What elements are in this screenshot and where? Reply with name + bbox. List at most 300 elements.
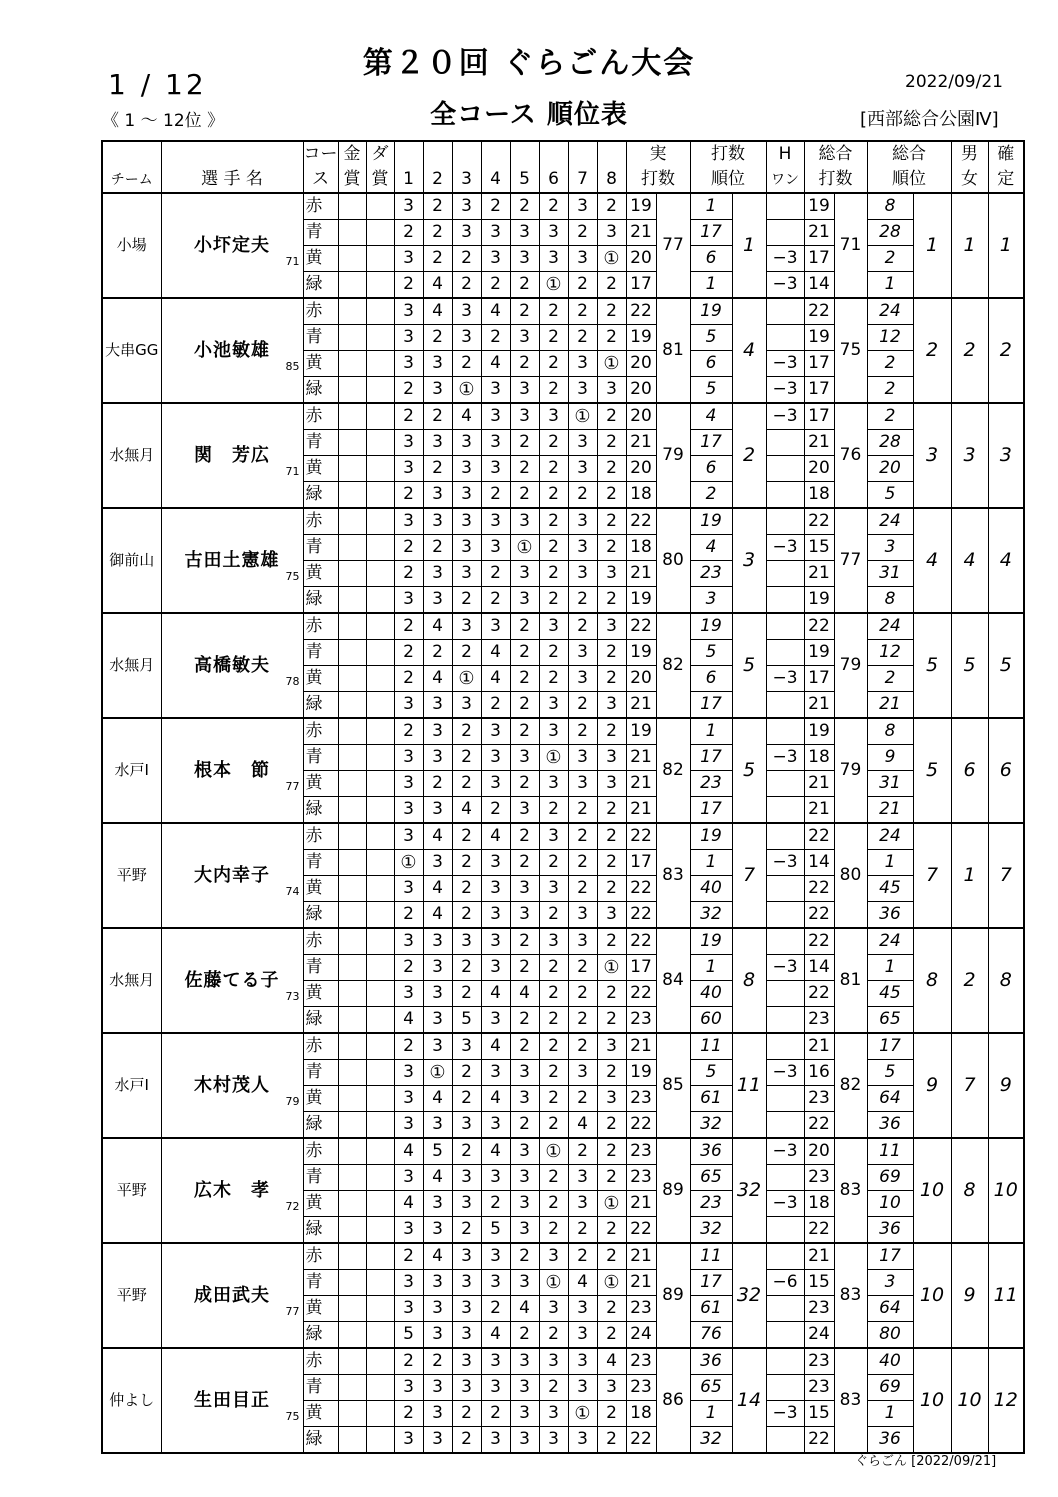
course-total-strokes: 23 [804, 1375, 834, 1401]
gold-award [338, 1165, 366, 1191]
final-rank: 2 [988, 298, 1024, 403]
hole-score: 2 [568, 718, 597, 745]
header-course: コー [303, 141, 338, 167]
hole-score: 2 [539, 351, 568, 377]
course-total-rank: 36 [867, 1112, 913, 1139]
hole-in-one-adjust [766, 1007, 804, 1034]
da-award [366, 797, 394, 824]
hole-score: 4 [481, 1322, 510, 1349]
course-total-strokes: 22 [804, 1112, 834, 1139]
hole-score: 2 [394, 482, 423, 509]
hole-score: 4 [597, 1348, 626, 1375]
course-rank: 61 [690, 1086, 732, 1112]
header-hole-5: 5 [510, 167, 539, 193]
course-total-strokes: 22 [804, 876, 834, 902]
course-total-rank: 40 [867, 1348, 913, 1375]
hole-score: 3 [394, 587, 423, 614]
hole-score: 2 [539, 1033, 568, 1060]
course-rank: 32 [690, 1427, 732, 1454]
course-total-strokes: 14 [804, 272, 834, 299]
hole-score: 3 [568, 1427, 597, 1454]
total-rank: 3 [913, 403, 951, 508]
gold-award [338, 1243, 366, 1270]
hole-score: 2 [481, 587, 510, 614]
hole-score: 3 [423, 955, 452, 981]
total-rank: 5 [913, 718, 951, 823]
da-award [366, 1270, 394, 1296]
hole-score: 2 [539, 456, 568, 482]
total-rank: 4 [913, 508, 951, 613]
team-name: 平野 [102, 823, 161, 928]
header-hole-4: 4 [481, 167, 510, 193]
hole-score: 3 [539, 1296, 568, 1322]
hole-score: 3 [423, 561, 452, 587]
course-strokes: 21 [626, 1033, 656, 1060]
course-total-rank: 69 [867, 1165, 913, 1191]
hole-in-one-adjust [766, 1296, 804, 1322]
course-rank: 17 [690, 692, 732, 719]
hole-score: 3 [423, 1375, 452, 1401]
hole-score: 3 [510, 797, 539, 824]
course-total-strokes: 23 [804, 1086, 834, 1112]
da-award [366, 1375, 394, 1401]
hole-in-one-adjust [766, 613, 804, 640]
hole-score: 3 [452, 508, 481, 535]
da-award [366, 1165, 394, 1191]
hole-score: 3 [510, 1217, 539, 1244]
course-name: 青 [303, 640, 338, 666]
hole-score: 3 [394, 1060, 423, 1086]
gold-award [338, 1348, 366, 1375]
course-total-strokes: 21 [804, 692, 834, 719]
course-strokes: 19 [626, 193, 656, 220]
hole-score: 2 [597, 1138, 626, 1165]
hole-score: 2 [568, 876, 597, 902]
strokes-rank: 7 [732, 823, 766, 928]
course-strokes: 22 [626, 876, 656, 902]
hole-score: 3 [394, 1217, 423, 1244]
hole-score: 3 [510, 587, 539, 614]
da-award [366, 1191, 394, 1217]
course-rank: 17 [690, 430, 732, 456]
hole-score: 3 [510, 1165, 539, 1191]
player-handicap: 74 [285, 885, 300, 898]
course-rank: 65 [690, 1165, 732, 1191]
player-cell [161, 1243, 303, 1348]
course-strokes: 19 [626, 1060, 656, 1086]
team-name: 御前山 [102, 508, 161, 613]
gold-award [338, 797, 366, 824]
hole-score: 4 [423, 298, 452, 325]
hole-score: 2 [481, 1296, 510, 1322]
hole-in-one-adjust [766, 797, 804, 824]
hole-in-one-adjust: −3 [766, 351, 804, 377]
da-award [366, 745, 394, 771]
hole-score: 4 [394, 1138, 423, 1165]
hole-score: 3 [597, 613, 626, 640]
hole-score: 2 [423, 1348, 452, 1375]
course-name: 赤 [303, 508, 338, 535]
hole-score: 3 [481, 771, 510, 797]
hole-score: 2 [597, 325, 626, 351]
player-handicap: 85 [285, 360, 300, 373]
course-name: 黄 [303, 1296, 338, 1322]
hole-in-one-adjust: −3 [766, 1401, 804, 1427]
player-cell [161, 298, 303, 403]
team-name: 水無月 [102, 613, 161, 718]
da-award [366, 1296, 394, 1322]
hole-score: 2 [394, 666, 423, 692]
hole-score: 2 [539, 298, 568, 325]
table-row [102, 193, 1024, 220]
hole-score: 3 [597, 745, 626, 771]
hole-score: 2 [539, 587, 568, 614]
hole-score: 2 [568, 981, 597, 1007]
course-total-strokes: 19 [804, 640, 834, 666]
strokes-rank: 14 [732, 1348, 766, 1453]
hole-score: 3 [539, 718, 568, 745]
player-cell [161, 718, 303, 823]
course-name: 黄 [303, 771, 338, 797]
hole-score: 3 [568, 456, 597, 482]
course-total-rank: 24 [867, 928, 913, 955]
hole-score: 2 [539, 1217, 568, 1244]
course-rank: 17 [690, 797, 732, 824]
table-row [102, 928, 1024, 955]
page-subtitle: 全コース 順位表 [430, 100, 628, 130]
hole-score: ① [510, 535, 539, 561]
hole-score: 3 [452, 456, 481, 482]
hole-score: 2 [452, 1427, 481, 1454]
hole-score: 2 [568, 692, 597, 719]
hole-score: 2 [510, 1007, 539, 1034]
course-rank: 1 [690, 850, 732, 876]
course-strokes: 18 [626, 535, 656, 561]
course-strokes: 23 [626, 1165, 656, 1191]
course-strokes: 19 [626, 718, 656, 745]
hole-score: 2 [597, 1007, 626, 1034]
hole-score: 2 [394, 1033, 423, 1060]
hole-score: 2 [539, 797, 568, 824]
team-name: 平野 [102, 1138, 161, 1243]
course-total-rank: 31 [867, 561, 913, 587]
course-total-strokes: 17 [804, 351, 834, 377]
header-strokes-rank: 打数 [690, 141, 766, 167]
player-cell [161, 1033, 303, 1138]
hole-score: 2 [510, 1112, 539, 1139]
hole-score: 3 [539, 1401, 568, 1427]
hole-score: 2 [394, 377, 423, 404]
gold-award [338, 640, 366, 666]
gold-award [338, 1270, 366, 1296]
da-award [366, 430, 394, 456]
hole-score: 3 [568, 1191, 597, 1217]
course-total-rank: 2 [867, 377, 913, 404]
hole-score: 2 [510, 193, 539, 220]
hole-score: 3 [452, 220, 481, 246]
hole-score: 3 [481, 1243, 510, 1270]
course-strokes: 17 [626, 850, 656, 876]
hole-score: 2 [597, 1112, 626, 1139]
hole-score: 2 [481, 561, 510, 587]
course-total-rank: 3 [867, 1270, 913, 1296]
hole-score: 3 [568, 666, 597, 692]
course-total-rank: 17 [867, 1033, 913, 1060]
course-rank: 36 [690, 1138, 732, 1165]
hole-score: 3 [394, 456, 423, 482]
hole-score: 3 [452, 928, 481, 955]
da-award [366, 561, 394, 587]
da-award [366, 1322, 394, 1349]
course-total-strokes: 22 [804, 508, 834, 535]
course-strokes: 24 [626, 1322, 656, 1349]
header-hole-8: 8 [597, 167, 626, 193]
hole-score: 2 [539, 508, 568, 535]
da-award [366, 1060, 394, 1086]
course-rank: 6 [690, 246, 732, 272]
hole-score: 3 [597, 1086, 626, 1112]
hole-score: 2 [510, 640, 539, 666]
course-strokes: 22 [626, 298, 656, 325]
hole-score: 3 [481, 1427, 510, 1454]
course-strokes: 20 [626, 377, 656, 404]
hole-score: 2 [452, 902, 481, 929]
hole-score: 3 [423, 1427, 452, 1454]
total-rank: 8 [913, 928, 951, 1033]
course-strokes: 17 [626, 272, 656, 299]
hole-score: 3 [394, 508, 423, 535]
hole-score: 2 [452, 981, 481, 1007]
course-rank: 19 [690, 298, 732, 325]
hole-score: 2 [539, 193, 568, 220]
hole-score: 2 [597, 1060, 626, 1086]
course-total-rank: 10 [867, 1191, 913, 1217]
header-total-strokes: 総合 [804, 141, 867, 167]
gender-rank: 2 [951, 298, 988, 403]
hole-score: 3 [452, 430, 481, 456]
hole-score: 2 [568, 1138, 597, 1165]
hole-score: 2 [452, 351, 481, 377]
course-rank: 76 [690, 1322, 732, 1349]
hole-score: 2 [452, 771, 481, 797]
hole-score: 2 [568, 955, 597, 981]
gold-award [338, 587, 366, 614]
course-total-strokes: 20 [804, 456, 834, 482]
hole-score: 2 [510, 928, 539, 955]
hole-in-one-adjust: −3 [766, 272, 804, 299]
hole-score: 4 [423, 823, 452, 850]
da-award [366, 928, 394, 955]
player-name: 高橋敏夫 [194, 654, 270, 676]
da-award [366, 482, 394, 509]
header-hole-1: 1 [394, 167, 423, 193]
hole-score: 2 [539, 850, 568, 876]
hole-score: 2 [423, 246, 452, 272]
hole-score: 4 [568, 1270, 597, 1296]
course-strokes: 18 [626, 1401, 656, 1427]
course-rank: 6 [690, 456, 732, 482]
course-total-strokes: 22 [804, 1217, 834, 1244]
hole-score: 2 [452, 272, 481, 299]
hole-score: 3 [597, 377, 626, 404]
hole-score: 2 [539, 1007, 568, 1034]
course-total-rank: 24 [867, 508, 913, 535]
course-total-strokes: 23 [804, 1007, 834, 1034]
hole-score: 2 [539, 1322, 568, 1349]
hole-score: 2 [568, 298, 597, 325]
hole-score: 2 [481, 482, 510, 509]
hole-score: 3 [423, 1007, 452, 1034]
hole-score: 2 [423, 325, 452, 351]
da-award [366, 692, 394, 719]
strokes-rank: 11 [732, 1033, 766, 1138]
course-rank: 60 [690, 1007, 732, 1034]
da-award [366, 351, 394, 377]
total-rank: 2 [913, 298, 951, 403]
hole-score: 2 [539, 1165, 568, 1191]
gold-award [338, 1296, 366, 1322]
hole-score: 2 [597, 403, 626, 430]
gold-award [338, 745, 366, 771]
course-total-rank: 8 [867, 718, 913, 745]
course-strokes: 21 [626, 1191, 656, 1217]
course-name: 青 [303, 1375, 338, 1401]
strokes-rank: 5 [732, 613, 766, 718]
hole-in-one-adjust [766, 1217, 804, 1244]
gold-award [338, 1112, 366, 1139]
hole-score: 3 [568, 246, 597, 272]
hole-score: 3 [423, 1112, 452, 1139]
gold-award [338, 718, 366, 745]
table-row [102, 403, 1024, 430]
actual-strokes: 83 [656, 823, 690, 928]
gold-award [338, 508, 366, 535]
hole-score: 2 [452, 955, 481, 981]
final-rank: 7 [988, 823, 1024, 928]
course-total-strokes: 21 [804, 220, 834, 246]
course-total-rank: 1 [867, 272, 913, 299]
hole-score: 2 [539, 1112, 568, 1139]
course-total-rank: 28 [867, 430, 913, 456]
hole-score: 3 [394, 325, 423, 351]
course-strokes: 22 [626, 1427, 656, 1454]
course-rank: 17 [690, 220, 732, 246]
hole-score: 2 [510, 692, 539, 719]
hole-score: 3 [452, 1243, 481, 1270]
course-total-rank: 20 [867, 456, 913, 482]
course-name: 黄 [303, 246, 338, 272]
course-strokes: 23 [626, 1348, 656, 1375]
player-cell [161, 193, 303, 298]
da-award [366, 1427, 394, 1454]
da-award [366, 1217, 394, 1244]
course-rank: 32 [690, 902, 732, 929]
player-cell [161, 403, 303, 508]
hole-score: 2 [539, 902, 568, 929]
hole-score: 3 [510, 1401, 539, 1427]
hole-score: 3 [394, 797, 423, 824]
total-strokes: 79 [834, 613, 867, 718]
player-name: 木村茂人 [194, 1074, 270, 1096]
hole-score: 2 [423, 403, 452, 430]
hole-score: 3 [539, 928, 568, 955]
hole-score: 4 [481, 351, 510, 377]
hole-score: 3 [423, 850, 452, 876]
hole-score: 3 [481, 377, 510, 404]
course-strokes: 19 [626, 325, 656, 351]
hole-score: 3 [423, 718, 452, 745]
gender-rank: 3 [951, 403, 988, 508]
hole-score: 3 [568, 1296, 597, 1322]
hole-score: 4 [510, 981, 539, 1007]
hole-score: 3 [539, 1348, 568, 1375]
player-handicap: 77 [285, 1305, 300, 1318]
player-name: 小圷定夫 [194, 234, 270, 256]
da-award [366, 272, 394, 299]
hole-score: 3 [481, 430, 510, 456]
total-strokes: 83 [834, 1243, 867, 1348]
hole-score: 3 [568, 351, 597, 377]
hole-in-one-adjust [766, 1086, 804, 1112]
course-total-strokes: 21 [804, 1243, 834, 1270]
actual-strokes: 80 [656, 508, 690, 613]
gold-award [338, 246, 366, 272]
team-name: 水戸Ⅰ [102, 718, 161, 823]
hole-score: ① [452, 377, 481, 404]
event-date: 2022/09/21 [905, 72, 1003, 92]
course-name: 赤 [303, 298, 338, 325]
course-strokes: 23 [626, 1007, 656, 1034]
hole-score: 2 [452, 1401, 481, 1427]
da-award [366, 246, 394, 272]
hole-score: 3 [510, 561, 539, 587]
course-name: 緑 [303, 797, 338, 824]
course-total-strokes: 23 [804, 1165, 834, 1191]
hole-score: 2 [597, 430, 626, 456]
player-handicap: 77 [285, 780, 300, 793]
player-name: 広木 孝 [194, 1179, 270, 1201]
gold-award [338, 666, 366, 692]
course-total-strokes: 15 [804, 535, 834, 561]
hole-score: 3 [394, 298, 423, 325]
hole-score: ① [597, 1270, 626, 1296]
gender-rank: 2 [951, 928, 988, 1033]
hole-score: 3 [394, 1165, 423, 1191]
hole-in-one-adjust [766, 1348, 804, 1375]
hole-in-one-adjust: −3 [766, 403, 804, 430]
course-total-strokes: 17 [804, 246, 834, 272]
hole-score: 3 [481, 508, 510, 535]
hole-score: ① [597, 955, 626, 981]
final-rank: 12 [988, 1348, 1024, 1453]
course-total-strokes: 23 [804, 1296, 834, 1322]
player-name: 成田武夫 [194, 1284, 270, 1306]
player-handicap: 71 [285, 255, 300, 268]
course-strokes: 22 [626, 823, 656, 850]
hole-score: 4 [394, 1191, 423, 1217]
hole-score: 4 [481, 823, 510, 850]
hole-score: 4 [481, 1138, 510, 1165]
total-strokes: 75 [834, 298, 867, 403]
player-handicap: 72 [285, 1200, 300, 1213]
course-total-rank: 80 [867, 1322, 913, 1349]
hole-score: 2 [597, 272, 626, 299]
hole-score: 2 [452, 1060, 481, 1086]
da-award [366, 508, 394, 535]
course-rank: 1 [690, 718, 732, 745]
hole-score: 3 [568, 1375, 597, 1401]
course-strokes: 20 [626, 456, 656, 482]
